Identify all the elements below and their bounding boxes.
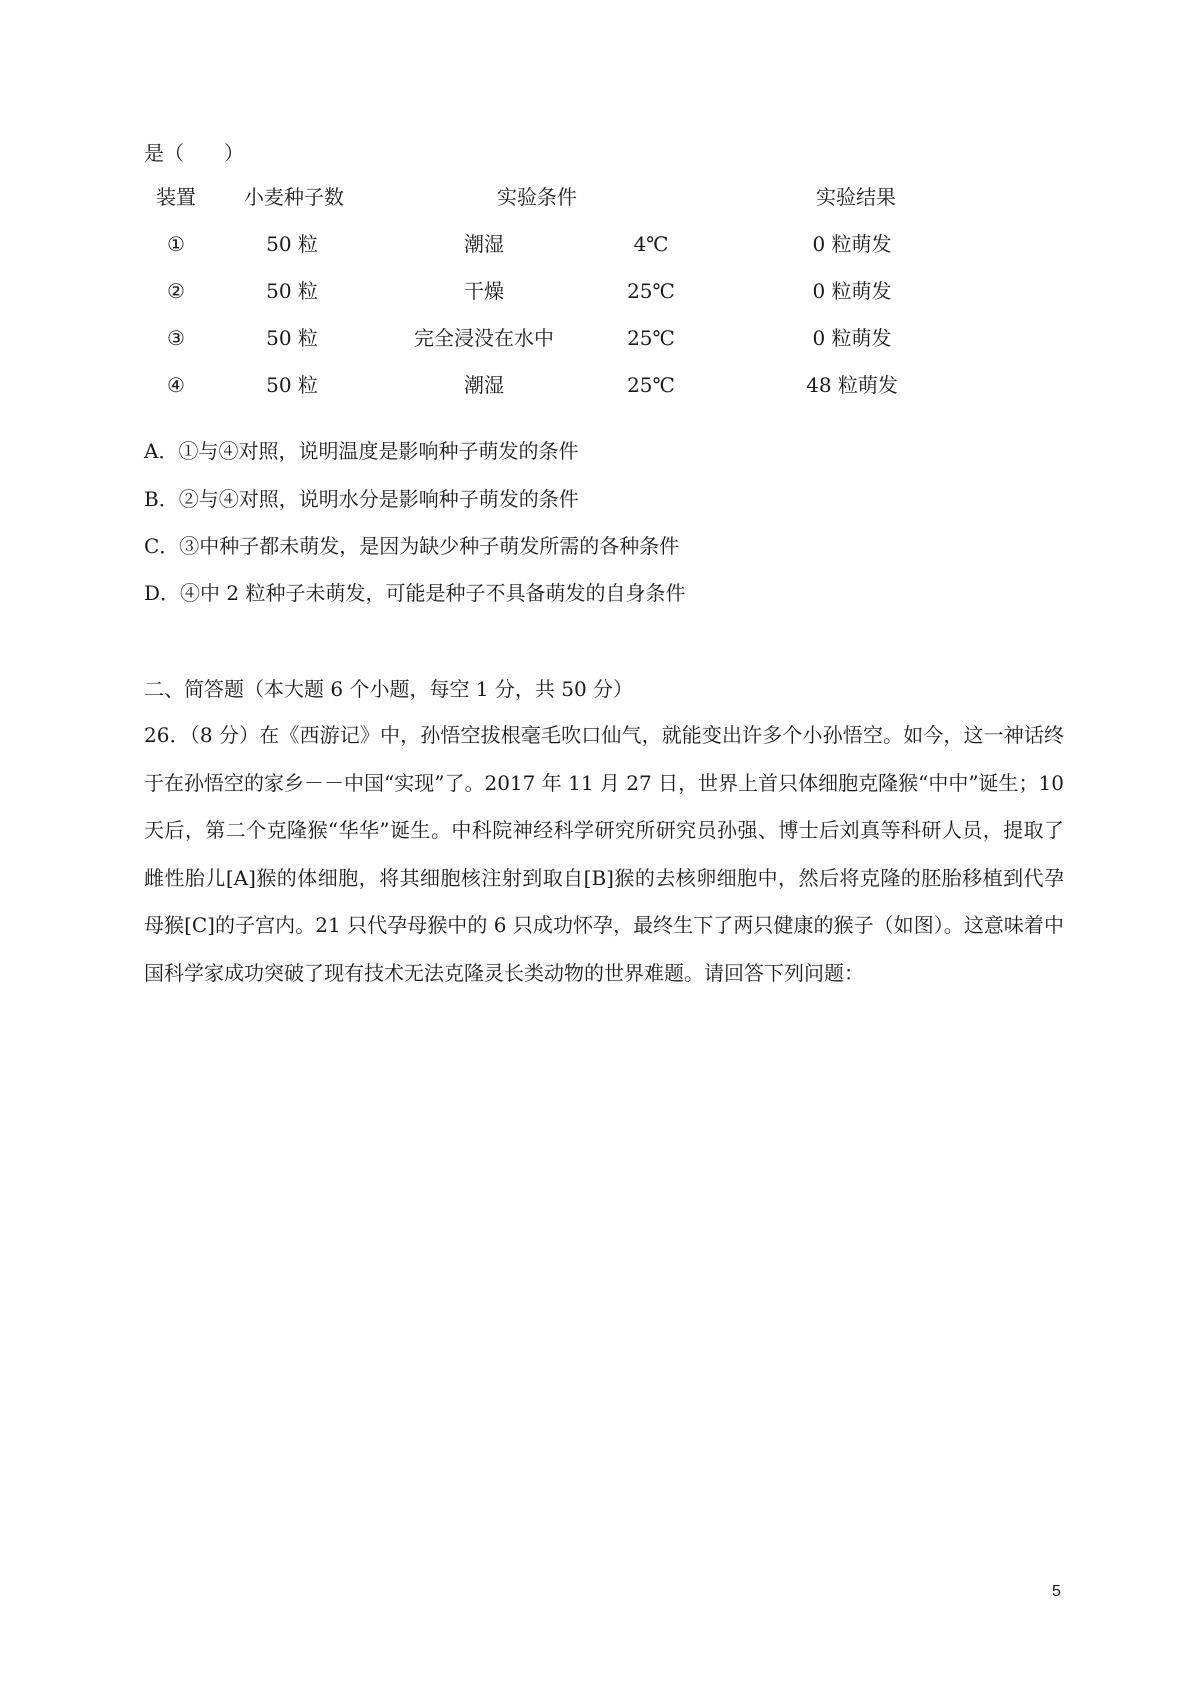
- option-c: C．③中种子都未萌发，是因为缺少种子萌发所需的各种条件: [144, 534, 680, 558]
- table-header-row: [0, 183, 1200, 211]
- cell-result: 0 粒萌发: [812, 279, 892, 303]
- option-a: A．①与④对照，说明温度是影响种子萌发的条件: [144, 439, 579, 463]
- cell-seeds: 50 粒: [266, 326, 318, 350]
- cell-seeds: 50 粒: [266, 232, 318, 256]
- cell-device: ④: [167, 373, 185, 397]
- cell-moisture: 潮湿: [464, 373, 504, 397]
- header-conditions: 实验条件: [497, 185, 577, 209]
- cell-seeds: 50 粒: [266, 373, 318, 397]
- cell-result: 48 粒萌发: [806, 373, 898, 397]
- cell-temperature: 4℃: [633, 232, 669, 256]
- cell-temperature: 25℃: [627, 326, 675, 350]
- cell-device: ③: [167, 326, 185, 350]
- header-result: 实验结果: [816, 185, 896, 209]
- table-row: [0, 277, 1200, 305]
- cell-result: 0 粒萌发: [812, 232, 892, 256]
- section-title: 二、简答题（本大题 6 个小题，每空 1 分，共 50 分）: [144, 677, 634, 701]
- table-row: [0, 230, 1200, 258]
- cell-moisture: 干燥: [464, 279, 504, 303]
- table-row: [0, 324, 1200, 352]
- cell-result: 0 粒萌发: [812, 326, 892, 350]
- cell-moisture: 完全浸没在水中: [414, 326, 554, 350]
- option-b: B．②与④对照，说明水分是影响种子萌发的条件: [144, 487, 579, 511]
- cell-moisture: 潮湿: [464, 232, 504, 256]
- option-d: D．④中 2 粒种子未萌发，可能是种子不具备萌发的自身条件: [144, 581, 686, 605]
- header-seed-count: 小麦种子数: [244, 185, 344, 209]
- cell-device: ②: [167, 279, 185, 303]
- cell-temperature: 25℃: [627, 373, 675, 397]
- table-row: [0, 371, 1200, 399]
- page-number: 5: [1052, 1583, 1061, 1600]
- header-device: 装置: [156, 185, 196, 209]
- cell-seeds: 50 粒: [266, 279, 318, 303]
- question-26-text: 26．（8 分）在《西游记》中，孙悟空拔根毫毛吹口仙气，就能变出许多个小孙悟空。如今，这一神话终于在孙悟空的家乡－－中国“实现”了。2017 年 11 月 27 日，世界上首只体细胞克隆猴“中中”诞生；10 天后，第二个克隆猴“华华”诞生。中科院神经科学研究所研究员孙强、博士后刘真等科研人员，提取了雌性胎儿[A]猴的体细胞，将其细胞核注射到取自[B]猴的去核卵细胞中，然后将克隆的胚胎移植到代孕母猴[C]的子宫内。21 只代孕母猴中的 6 只成功怀孕，最终生下了两只健康的猴子（如图）。这意味着中国科学家成功突破了现有技术无法克隆灵长类动物的世界难题。请回答下列问题：: [144, 723, 1064, 985]
- question-tail: 是（ ）: [144, 141, 244, 165]
- cell-temperature: 25℃: [627, 279, 675, 303]
- cell-device: ①: [167, 232, 185, 256]
